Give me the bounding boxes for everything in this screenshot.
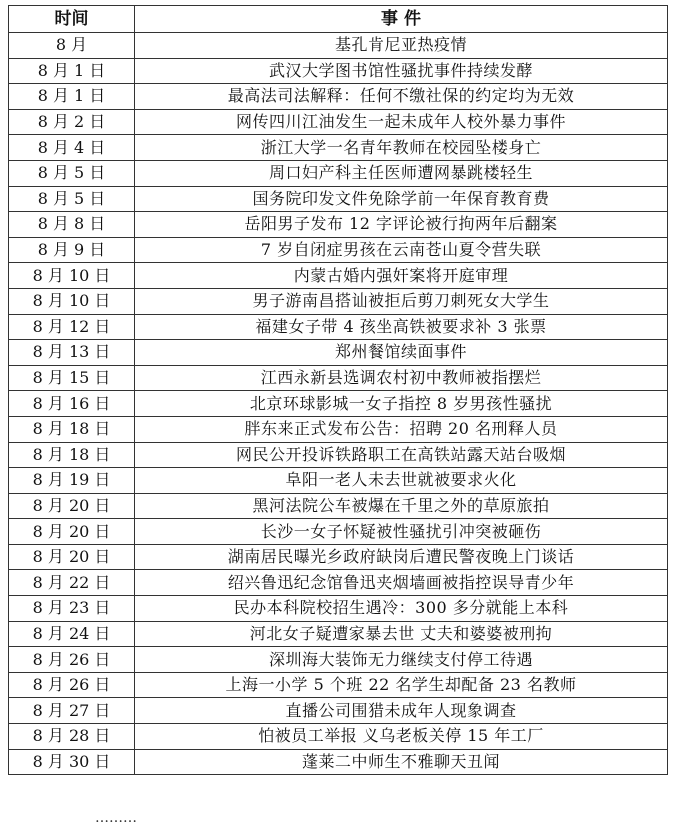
- table-header: [9, 6, 668, 33]
- date-cell: 8 月 20 日: [9, 493, 135, 519]
- table-row: [9, 237, 668, 263]
- table-row: [9, 596, 668, 622]
- event-cell: 基孔肯尼亚热疫情: [135, 33, 668, 59]
- date-cell: 8 月 1 日: [9, 58, 135, 84]
- header-row: [9, 6, 668, 33]
- event-cell: 深圳海大装饰无力继续支付停工待遇: [135, 647, 668, 673]
- date-cell: 8 月 2 日: [9, 109, 135, 135]
- table-row: [9, 340, 668, 366]
- date-cell: 8 月 22 日: [9, 570, 135, 596]
- footer-note: ………: [95, 810, 137, 826]
- event-cell: 胖东来正式发布公告：招聘 20 名刑释人员: [135, 416, 668, 442]
- date-cell: 8 月 5 日: [9, 186, 135, 212]
- table-row: [9, 84, 668, 110]
- event-cell: 男子游南昌搭讪被拒后剪刀刺死女大学生: [135, 288, 668, 314]
- table-row: [9, 109, 668, 135]
- date-cell: 8 月 28 日: [9, 724, 135, 750]
- table-body: [9, 33, 668, 775]
- date-cell: 8 月 26 日: [9, 672, 135, 698]
- date-cell: 8 月 27 日: [9, 698, 135, 724]
- event-cell: 长沙一女子怀疑被性骚扰引冲突被砸伤: [135, 519, 668, 545]
- event-cell: 岳阳男子发布 12 字评论被行拘两年后翻案: [135, 212, 668, 238]
- table-row: [9, 621, 668, 647]
- event-cell: 网民公开投诉铁路职工在高铁站露天站台吸烟: [135, 442, 668, 468]
- date-column-header: 时间: [9, 6, 135, 33]
- date-cell: 8 月 1 日: [9, 84, 135, 110]
- table-row: [9, 468, 668, 494]
- table-row: [9, 493, 668, 519]
- event-cell: 阜阳一老人未去世就被要求火化: [135, 468, 668, 494]
- date-cell: 8 月 20 日: [9, 519, 135, 545]
- date-cell: 8 月 5 日: [9, 160, 135, 186]
- event-cell: 福建女子带 4 孩坐高铁被要求补 3 张票: [135, 314, 668, 340]
- date-cell: 8 月 16 日: [9, 391, 135, 417]
- date-cell: 8 月: [9, 33, 135, 59]
- table-row: [9, 314, 668, 340]
- date-cell: 8 月 19 日: [9, 468, 135, 494]
- table-row: [9, 570, 668, 596]
- table-row: [9, 519, 668, 545]
- table-row: [9, 672, 668, 698]
- date-cell: 8 月 18 日: [9, 416, 135, 442]
- date-cell: 8 月 10 日: [9, 263, 135, 289]
- date-cell: 8 月 9 日: [9, 237, 135, 263]
- event-cell: 民办本科院校招生遇冷：300 多分就能上本科: [135, 596, 668, 622]
- date-cell: 8 月 20 日: [9, 544, 135, 570]
- event-cell: 蓬莱二中师生不雅聊天丑闻: [135, 749, 668, 775]
- table-row: [9, 391, 668, 417]
- event-cell: 黑河法院公车被爆在千里之外的草原旅拍: [135, 493, 668, 519]
- event-cell: 国务院印发文件免除学前一年保育教育费: [135, 186, 668, 212]
- event-cell: 河北女子疑遭家暴去世 丈夫和婆婆被刑拘: [135, 621, 668, 647]
- event-column-header: 事 件: [135, 6, 668, 33]
- event-cell: 直播公司围猎未成年人现象调查: [135, 698, 668, 724]
- table-row: [9, 544, 668, 570]
- date-cell: 8 月 18 日: [9, 442, 135, 468]
- table-row: [9, 288, 668, 314]
- event-cell: 内蒙古婚内强奸案将开庭审理: [135, 263, 668, 289]
- event-cell: 网传四川江油发生一起未成年人校外暴力事件: [135, 109, 668, 135]
- event-cell: 武汉大学图书馆性骚扰事件持续发酵: [135, 58, 668, 84]
- date-cell: 8 月 12 日: [9, 314, 135, 340]
- event-cell: 郑州餐馆续面事件: [135, 340, 668, 366]
- table-row: [9, 212, 668, 238]
- events-table: [8, 5, 668, 775]
- event-cell: 北京环球影城一女子指控 8 岁男孩性骚扰: [135, 391, 668, 417]
- table-row: [9, 698, 668, 724]
- event-cell: 浙江大学一名青年教师在校园坠楼身亡: [135, 135, 668, 161]
- table-row: [9, 263, 668, 289]
- table-row: [9, 33, 668, 59]
- event-cell: 江西永新县选调农村初中教师被指摆烂: [135, 365, 668, 391]
- date-cell: 8 月 13 日: [9, 340, 135, 366]
- event-cell: 7 岁自闭症男孩在云南苍山夏令营失联: [135, 237, 668, 263]
- table-row: [9, 365, 668, 391]
- table-row: [9, 647, 668, 673]
- events-table-container: [8, 5, 667, 775]
- table-row: [9, 724, 668, 750]
- date-cell: 8 月 8 日: [9, 212, 135, 238]
- event-cell: 最高法司法解释：任何不缴社保的约定均为无效: [135, 84, 668, 110]
- event-cell: 湖南居民曝光乡政府缺岗后遭民警夜晚上门谈话: [135, 544, 668, 570]
- event-cell: 怕被员工举报 义乌老板关停 15 年工厂: [135, 724, 668, 750]
- table-row: [9, 416, 668, 442]
- table-row: [9, 749, 668, 775]
- table-row: [9, 160, 668, 186]
- event-cell: 上海一小学 5 个班 22 名学生却配备 23 名教师: [135, 672, 668, 698]
- table-row: [9, 58, 668, 84]
- date-cell: 8 月 10 日: [9, 288, 135, 314]
- date-cell: 8 月 24 日: [9, 621, 135, 647]
- date-cell: 8 月 26 日: [9, 647, 135, 673]
- table-row: [9, 442, 668, 468]
- table-row: [9, 135, 668, 161]
- table-row: [9, 186, 668, 212]
- event-cell: 绍兴鲁迅纪念馆鲁迅夹烟墙画被指控误导青少年: [135, 570, 668, 596]
- date-cell: 8 月 15 日: [9, 365, 135, 391]
- date-cell: 8 月 4 日: [9, 135, 135, 161]
- date-cell: 8 月 23 日: [9, 596, 135, 622]
- date-cell: 8 月 30 日: [9, 749, 135, 775]
- event-cell: 周口妇产科主任医师遭网暴跳楼轻生: [135, 160, 668, 186]
